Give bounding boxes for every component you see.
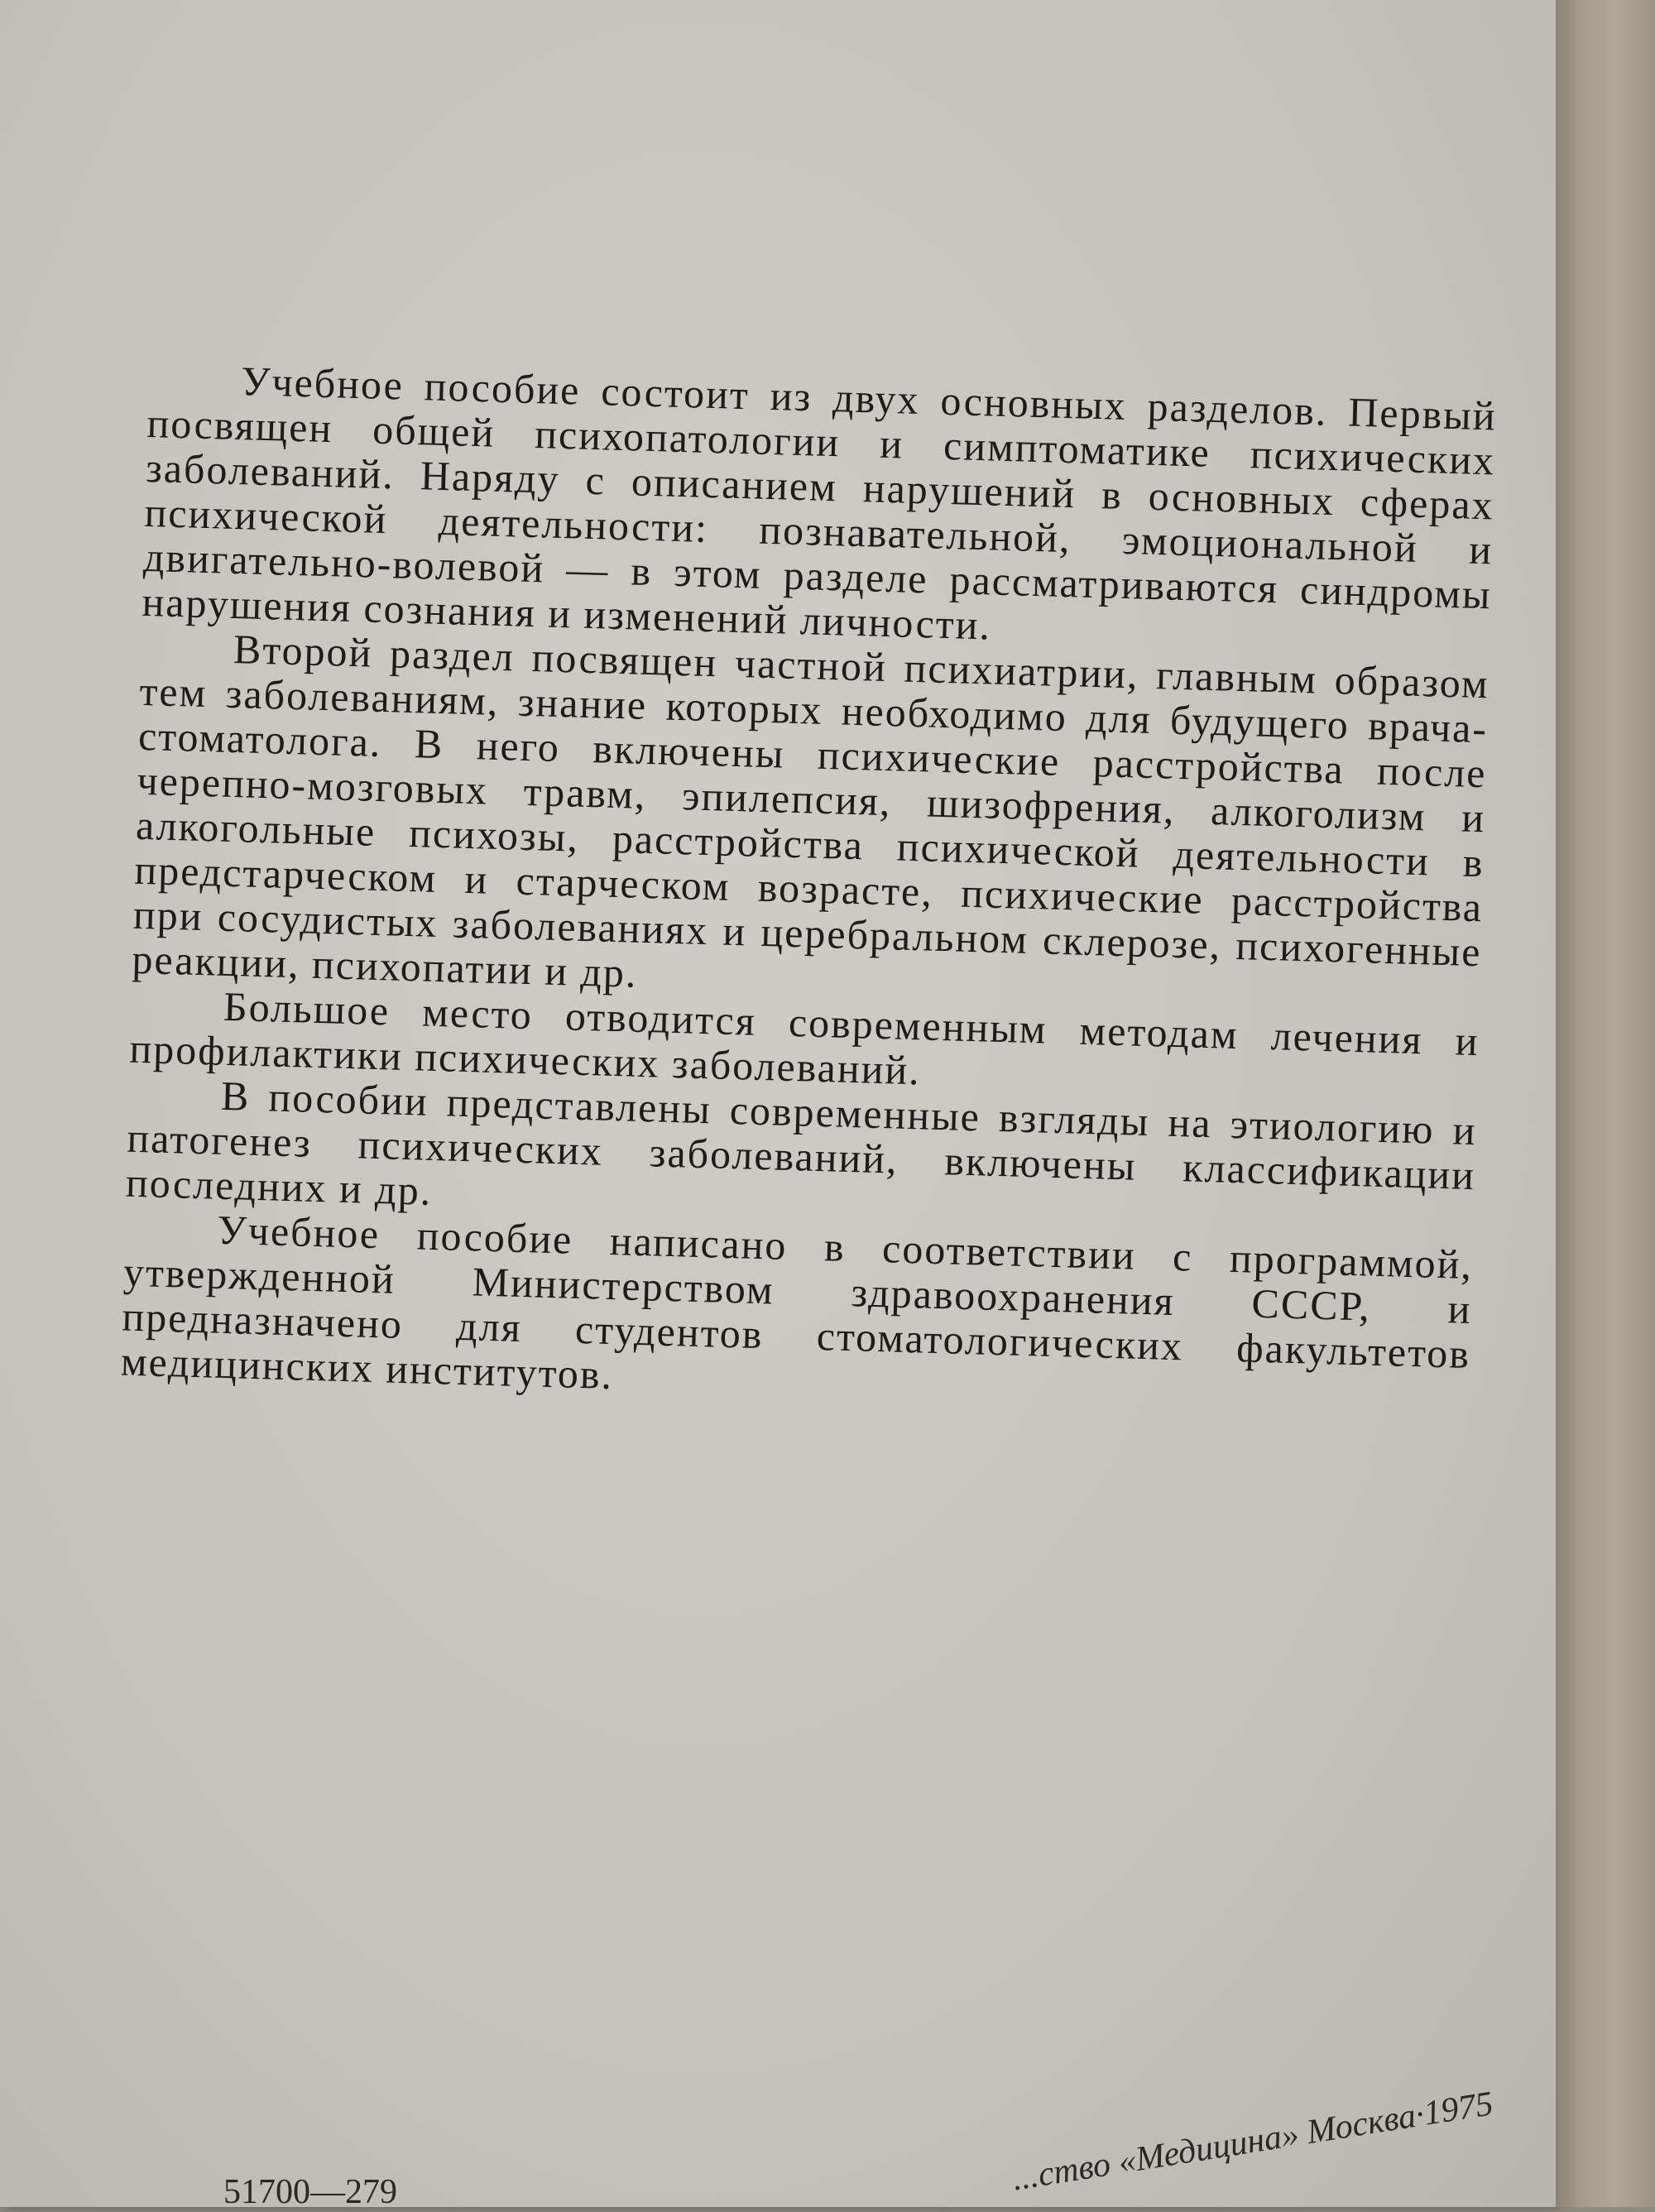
- imprint-publisher: ...ство «Медицина» Москва·1975: [1010, 2085, 1496, 2199]
- paragraph-2: Второй раздел посвящен частной психиатрии, главным образом тем заболеваниям, знание которых необходимо для будущего врача-стоматолога. В него включены психические расстройства после черепно-мозговых травм, эпилепсия, шизофрения, алкоголизм и алкогольные психозы, расстройства психической деятельности в предстарческом и старческом возрасте, психические расстройства при сосудистых заболеваниях и церебральном склерозе, психогенные реакции, психопатии и др.: [131, 626, 1490, 996]
- page-edge: [1556, 0, 1655, 2207]
- imprint-number: 51700—279: [223, 2173, 397, 2211]
- paragraph-1: Учебное пособие состоит из двух основных разделов. Первый посвящен общей психопатологии и симптоматике психических заболеваний. Наряду с описанием нарушений в основных сферах психической деятельности: познавательной, эмоциональной и двигательно-волевой — в этом разделе рассматриваются синдромы нарушения сознания и изменений личности.: [141, 357, 1498, 649]
- paragraph-5: Учебное пособие написано в соответствии с программой, утвержденной Министерством здравоохранения СССР, и предназначено для студентов стоматологических факультетов медицинских институтов.: [120, 1206, 1474, 1399]
- annotation-text: [120, 356, 1497, 1421]
- paragraph-3: Большое место отводится современным методам лечения и профилактики психических заболеваний.: [128, 982, 1480, 1094]
- paragraph-4: В пособии представлены современные взгляды на этиологию и патогенез психических заболеваний, включены классификации последних и др.: [125, 1072, 1478, 1214]
